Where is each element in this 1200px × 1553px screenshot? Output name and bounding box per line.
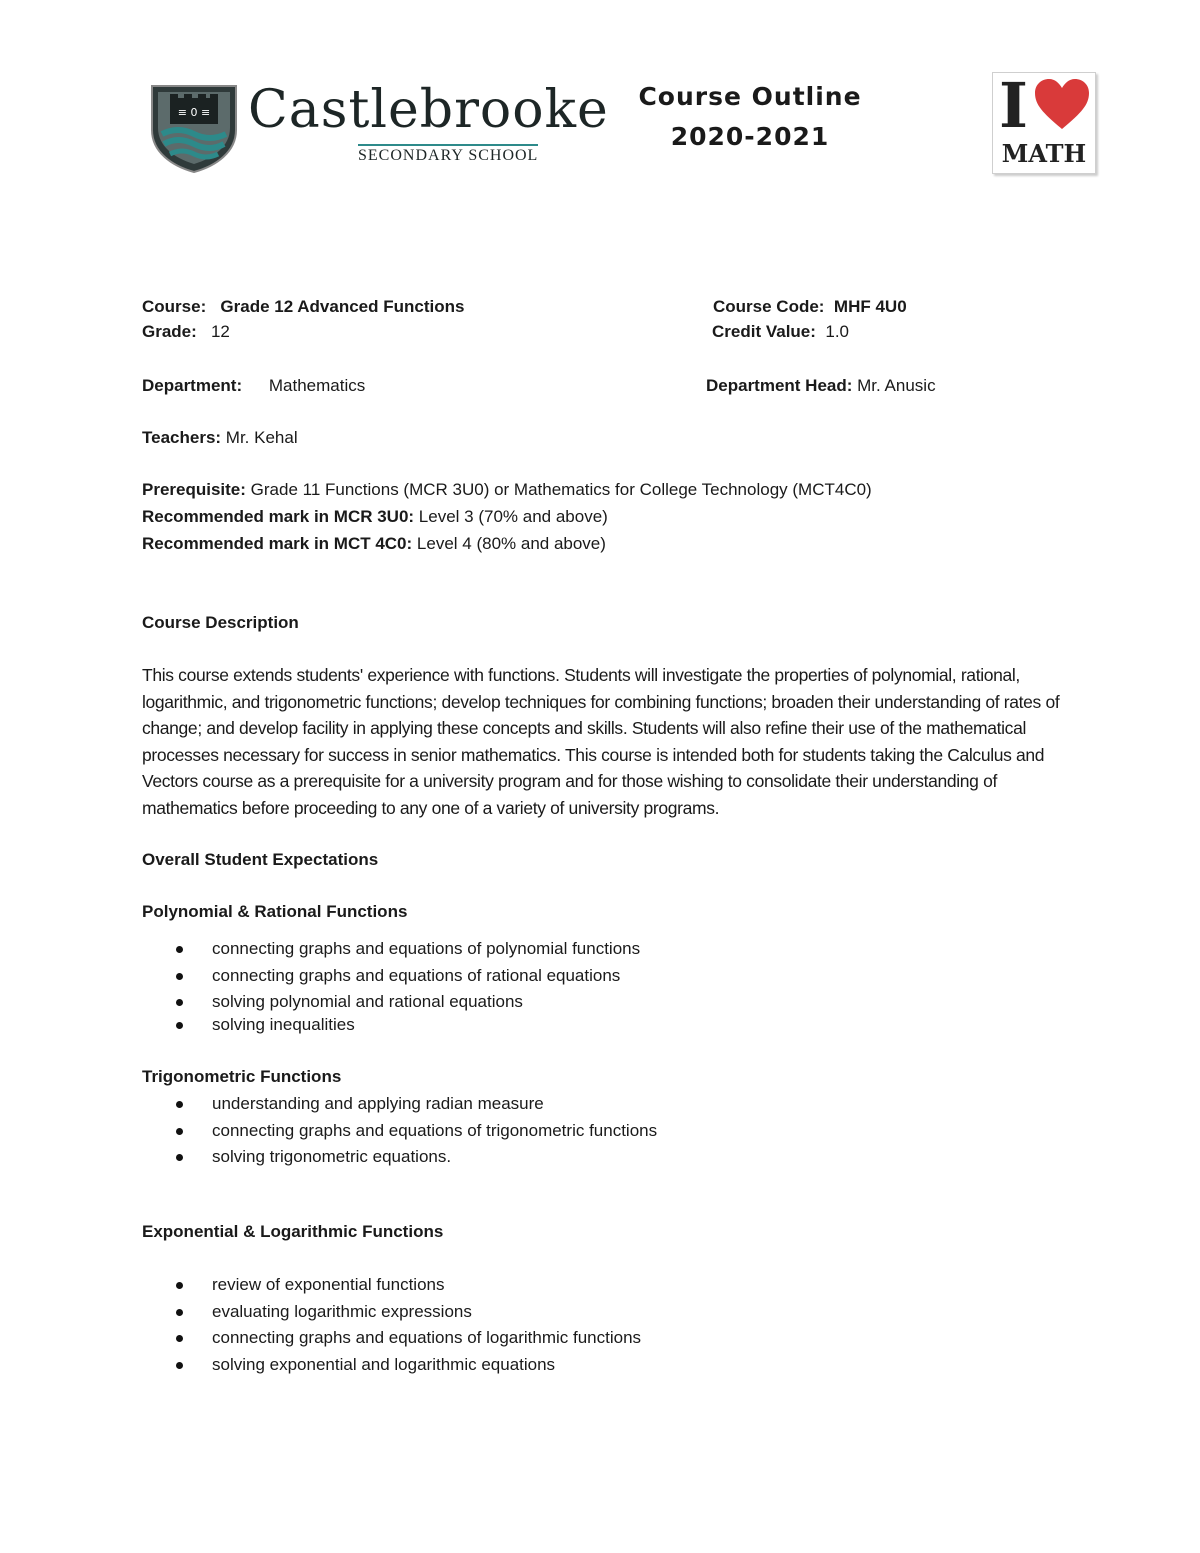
recommended-mct-label: Recommended mark in MCT 4C0: — [142, 534, 413, 553]
i-love-math-badge — [992, 69, 1096, 174]
teachers-field — [142, 428, 298, 448]
department-head-label: Department Head: — [706, 376, 853, 395]
school-year: 2020-2021 — [670, 122, 830, 151]
polynomial-list — [142, 936, 640, 1038]
department-value: Mathematics — [268, 376, 366, 395]
credit-field — [712, 322, 849, 342]
list-item: solving exponential and logarithmic equations — [142, 1352, 641, 1379]
list-item: solving inequalities — [142, 1012, 640, 1039]
course-value: Grade 12 Advanced Functions — [220, 297, 465, 316]
school-subtitle: SECONDARY SCHOOL — [358, 144, 538, 165]
department-head-field — [706, 376, 936, 396]
badge-word: MATH — [1001, 139, 1087, 168]
trigonometric-list — [142, 1091, 657, 1171]
course-code-field — [713, 297, 907, 317]
list-item: connecting graphs and equations of polynomial functions — [142, 936, 640, 963]
department-head-value: Mr. Anusic — [852, 376, 936, 395]
section-title-trigonometric: Trigonometric Functions — [142, 1067, 342, 1086]
heart-icon — [1033, 77, 1091, 131]
school-crest-icon — [148, 82, 240, 174]
recommended-mark-mcr — [142, 507, 608, 527]
teachers-value: Mr. Kehal — [221, 428, 298, 447]
grade-label: Grade: — [142, 322, 197, 341]
prerequisite-field — [142, 480, 872, 500]
list-item: connecting graphs and equations of trigonometric functions — [142, 1118, 657, 1145]
grade-value: 12 — [210, 322, 230, 341]
course-code-value: MHF 4U0 — [833, 297, 907, 316]
grade-field — [142, 322, 230, 342]
section-title-exponential: Exponential & Logarithmic Functions — [142, 1222, 444, 1241]
list-item: understanding and applying radian measure — [142, 1091, 657, 1118]
badge-letter: I — [999, 69, 1029, 142]
credit-label: Credit Value: — [712, 322, 816, 341]
doc-title: Course Outline — [638, 82, 862, 111]
teachers-label: Teachers: — [142, 428, 222, 447]
prerequisite-value: Grade 11 Functions (MCR 3U0) or Mathematics for College Technology (MCT4C0) — [245, 480, 872, 499]
school-name: Castlebrooke — [248, 80, 609, 140]
department-field — [142, 376, 365, 396]
list-item: evaluating logarithmic expressions — [142, 1299, 641, 1326]
recommended-mcr-label: Recommended mark in MCR 3U0: — [142, 507, 415, 526]
exponential-list — [142, 1272, 641, 1378]
course-label: Course: — [142, 297, 207, 316]
list-item: solving polynomial and rational equations — [142, 989, 640, 1016]
course-description-text: This course extends students' experience with functions. Students will investigate the properties of polynomial, rational, logarithmic, and trigonometric functions; develop techniques for combining functions; broaden their understanding of rates of change; and develop facility in applying these concepts and skills. Students will also refine their use of the mathematical processes necessary for success in senior mathematics. This course is intended both for students taking the Calculus and Vectors course as a prerequisite for a university program and for those wishing to consolidate their understanding of mathematics before proceeding to any one of a variety of university programs. — [142, 665, 1060, 818]
list-item: connecting graphs and equations of rational equations — [142, 963, 640, 990]
list-item: connecting graphs and equations of logarithmic functions — [142, 1325, 641, 1352]
list-item: review of exponential functions — [142, 1272, 641, 1299]
recommended-mct-value: Level 4 (80% and above) — [412, 534, 606, 553]
section-title-polynomial: Polynomial & Rational Functions — [142, 902, 408, 921]
school-logo — [148, 80, 609, 176]
expectations-heading: Overall Student Expectations — [142, 850, 379, 869]
department-label: Department: — [142, 376, 243, 395]
crest-label: ≡ 0 ≡ — [177, 106, 211, 119]
credit-value: 1.0 — [825, 322, 850, 341]
prerequisite-label: Prerequisite: — [142, 480, 246, 499]
course-field — [142, 297, 464, 317]
course-description-heading: Course Description — [142, 613, 299, 632]
course-code-label: Course Code: — [713, 297, 825, 316]
recommended-mcr-value: Level 3 (70% and above) — [414, 507, 608, 526]
recommended-mark-mct — [142, 534, 606, 554]
list-item: solving trigonometric equations. — [142, 1144, 657, 1171]
